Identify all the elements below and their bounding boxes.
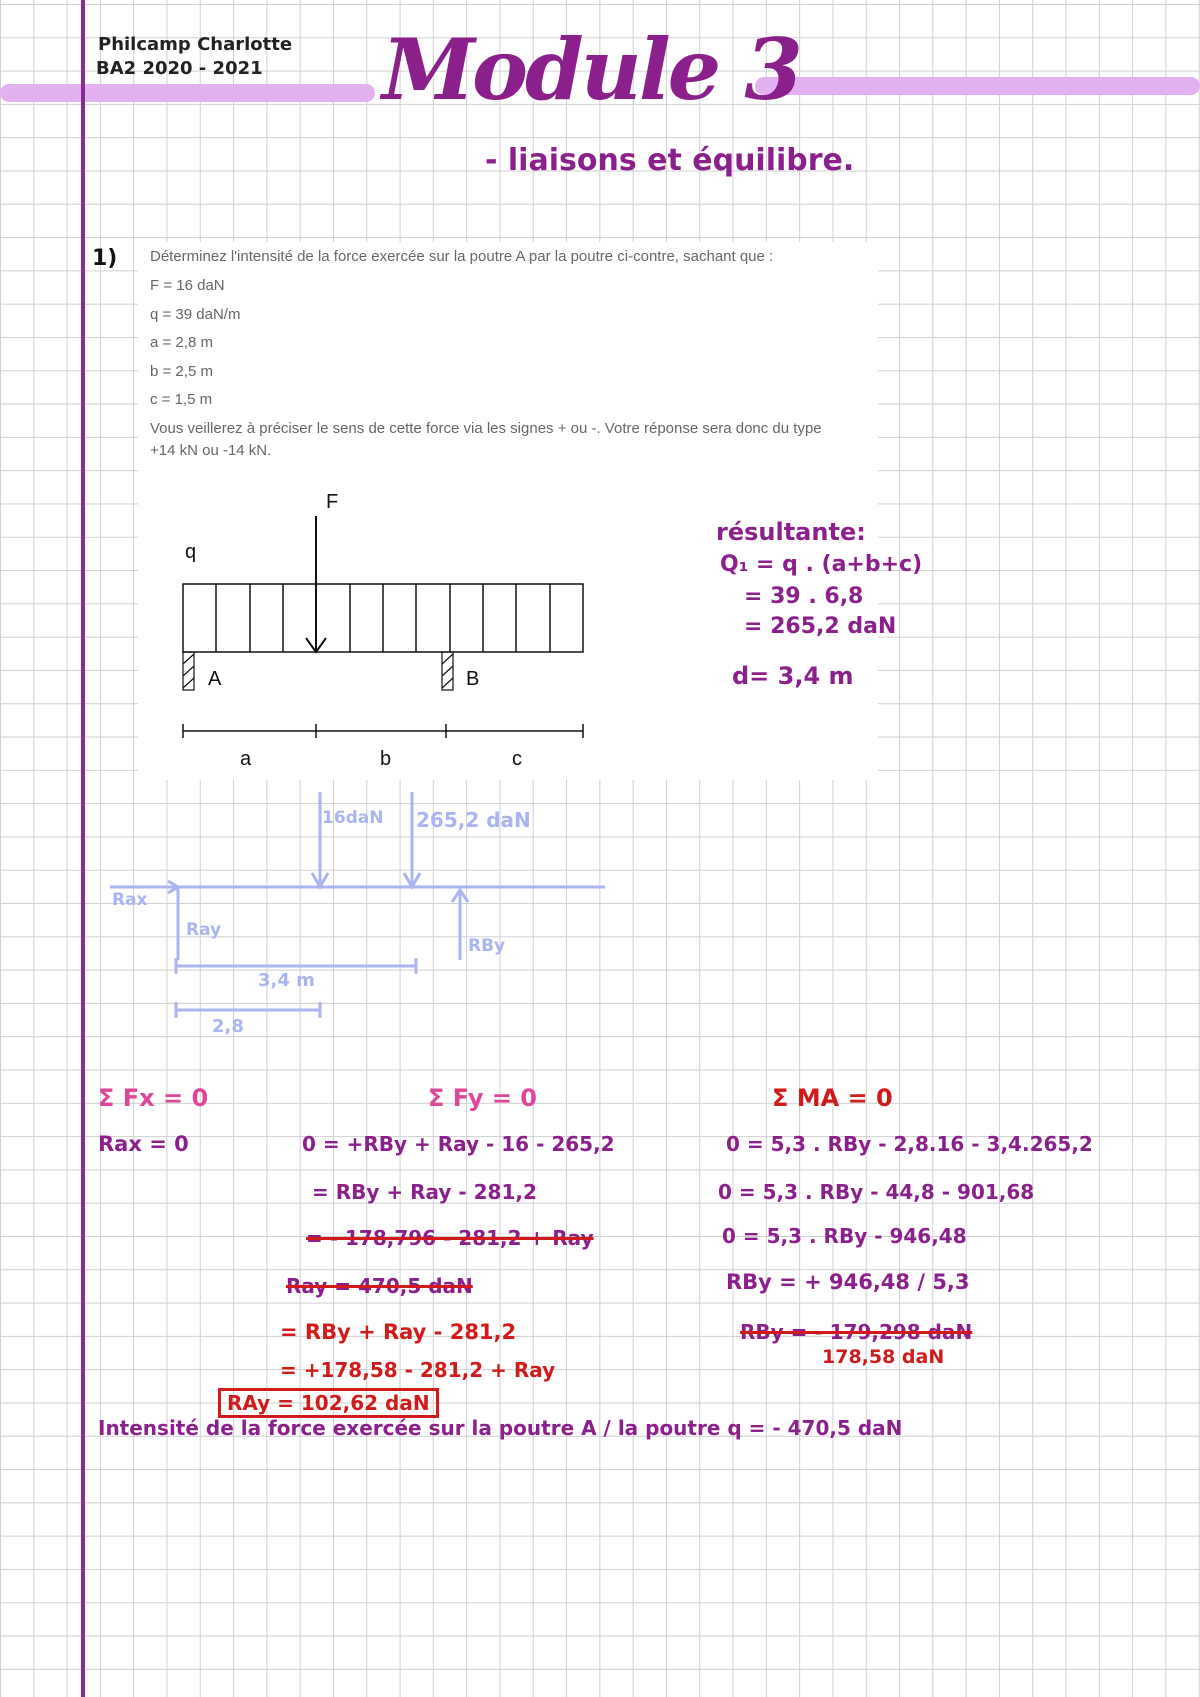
class-year: BA2 2020 - 2021 xyxy=(96,58,263,79)
eq-m-correction: 178,58 daN xyxy=(822,1346,945,1368)
label-F: F xyxy=(326,491,339,513)
label-c: c xyxy=(512,748,522,770)
exercise-number: 1) xyxy=(92,246,118,271)
label-A: A xyxy=(208,668,222,690)
eq-y-result-box: RAy = 102,62 daN xyxy=(218,1388,439,1418)
eq-y-line1: 0 = +RBy + Ray - 16 - 265,2 xyxy=(302,1132,615,1156)
page-title: Module 3 xyxy=(382,20,800,119)
support-A xyxy=(183,652,194,690)
eq-y-line6: = +178,58 - 281,2 + Ray xyxy=(280,1358,556,1382)
exercise-statement: Déterminez l'intensité de la force exercée sur la poutre A par la poutre ci-contre, sachant que : xyxy=(150,248,774,265)
fbd-force-16-label: 16daN xyxy=(322,808,384,828)
label-B: B xyxy=(466,668,480,690)
resultante-heading: résultante: xyxy=(716,518,866,546)
eq-m-line1: 0 = 5,3 . RBy - 2,8.16 - 3,4.265,2 xyxy=(726,1132,1093,1156)
given-a: a = 2,8 m xyxy=(150,334,213,351)
exercise-note-1: Vous veillerez à préciser le sens de cette force via les signes + ou -. Votre réponse sera donc du type xyxy=(150,420,822,437)
resultante-line3: = 265,2 daN xyxy=(744,614,897,639)
eq-y-line3-struck: = - 178,796 - 281,2 + Ray xyxy=(306,1226,594,1250)
fbd-force-265-label: 265,2 daN xyxy=(416,808,531,832)
eq-m-line5-struck: RBy = - 179,298 daN xyxy=(740,1320,973,1344)
label-q: q xyxy=(185,541,197,563)
eq-y-heading: Σ Fy = 0 xyxy=(428,1084,537,1112)
given-q: q = 39 daN/m xyxy=(150,306,241,323)
eq-y-line2: = RBy + Ray - 281,2 xyxy=(312,1180,537,1204)
fbd-dist-28: 2,8 xyxy=(212,1016,244,1037)
eq-m-line2: 0 = 5,3 . RBy - 44,8 - 901,68 xyxy=(718,1180,1035,1204)
dimension-line xyxy=(183,724,583,738)
eq-m-heading: Σ MA = 0 xyxy=(772,1084,893,1112)
fbd-rby-label: RBy xyxy=(468,936,506,956)
resultante-distance: d= 3,4 m xyxy=(732,662,854,690)
support-B xyxy=(442,652,453,690)
exercise-note-2: +14 kN ou -14 kN. xyxy=(150,442,272,459)
resultante-line1: Q₁ = q . (a+b+c) xyxy=(720,552,923,577)
eq-m-line4: RBy = + 946,48 / 5,3 xyxy=(726,1270,970,1294)
eq-m-line3: 0 = 5,3 . RBy - 946,48 xyxy=(722,1224,967,1248)
given-b: b = 2,5 m xyxy=(150,363,213,380)
conclusion-line: Intensité de la force exercée sur la poutre A / la poutre q = - 470,5 daN xyxy=(98,1416,903,1440)
given-F: F = 16 daN xyxy=(150,277,225,294)
eq-x-line1: Rax = 0 xyxy=(98,1132,189,1156)
author-name: Philcamp Charlotte xyxy=(98,34,293,55)
eq-x-heading: Σ Fx = 0 xyxy=(98,1084,209,1112)
given-c: c = 1,5 m xyxy=(150,391,213,408)
fbd-ray-label: Ray xyxy=(186,920,222,940)
eq-y-line4-struck: Ray = 470,5 daN xyxy=(286,1274,473,1298)
fbd-rax-label: Rax xyxy=(112,890,148,910)
fbd-dist-34: 3,4 m xyxy=(258,970,315,991)
label-a: a xyxy=(240,748,252,770)
label-b: b xyxy=(380,748,392,770)
eq-y-line5: = RBy + Ray - 281,2 xyxy=(280,1320,517,1344)
resultante-line2: = 39 . 6,8 xyxy=(744,584,864,609)
page-subtitle: - liaisons et équilibre. xyxy=(485,143,855,178)
